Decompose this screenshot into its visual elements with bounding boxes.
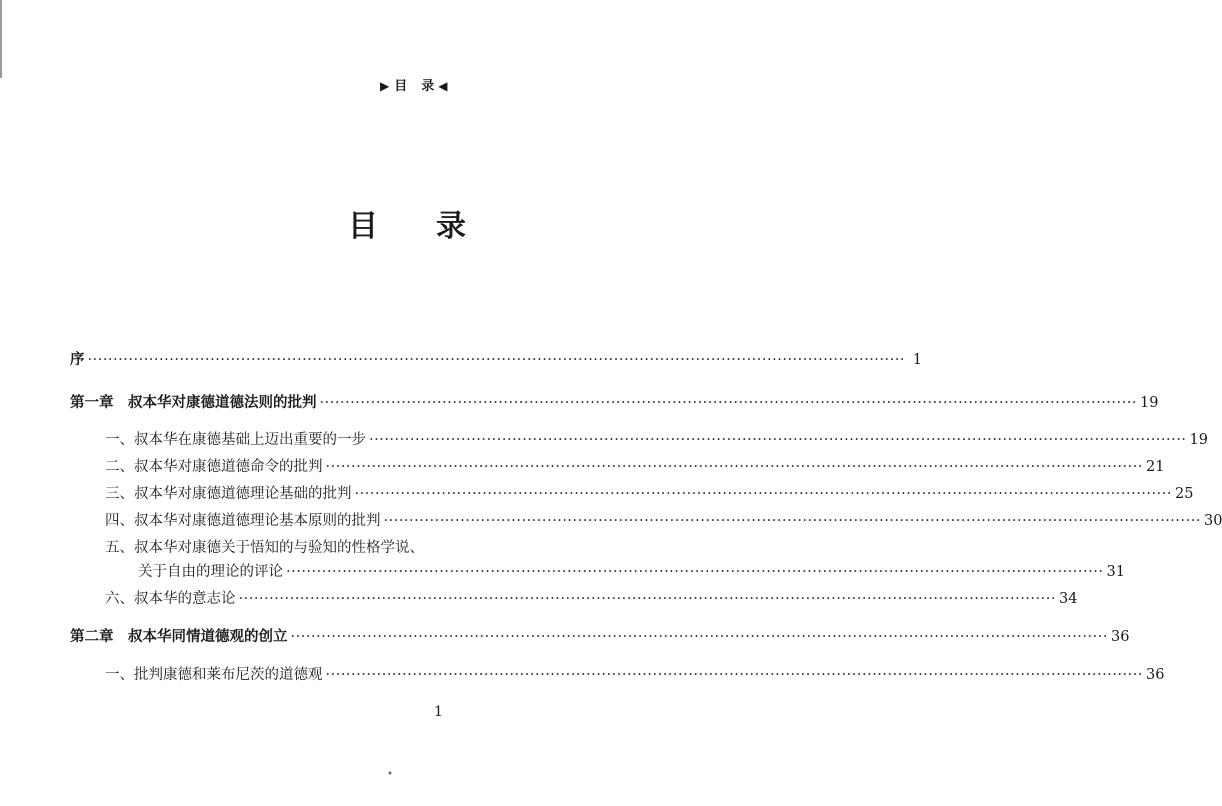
- toc-entry-1-2: [105, 456, 1165, 478]
- toc-label: 五、叔本华对康德关于悟知的与验知的性格学说、: [105, 540, 424, 556]
- header-right-triangle-icon: ◀: [438, 79, 448, 93]
- toc-leader: ································································································································································: [319, 395, 1137, 411]
- toc-page: 19: [1139, 395, 1159, 411]
- toc-leader: ································································································································································: [354, 486, 1172, 502]
- toc-page: 34: [1058, 591, 1078, 607]
- header-word-1: 目: [394, 79, 408, 94]
- toc-leader: ································································································································································: [325, 459, 1143, 475]
- toc-label: 四、叔本华对康德道德理论基本原则的批判: [105, 513, 381, 529]
- toc-page: 21: [1145, 459, 1165, 475]
- page-title: [348, 201, 466, 245]
- toc-leader: ································································································································································: [325, 667, 1143, 683]
- toc-leader: ································································································································································: [238, 591, 1056, 607]
- header-left-triangle-icon: ▶: [380, 79, 390, 93]
- toc-label: 第一章 叔本华对康德道德法则的批判: [70, 394, 317, 411]
- toc-entry-chapter-1: [70, 392, 1159, 414]
- scan-speck: •: [387, 769, 393, 780]
- toc-leader: ································································································································································: [286, 564, 1104, 580]
- toc-page: 25: [1174, 486, 1194, 502]
- title-word-1: 目: [348, 209, 378, 244]
- toc-page: 31: [1106, 564, 1125, 580]
- toc-entry-chapter-2: [70, 626, 1130, 648]
- header-word-2: 录: [421, 79, 435, 94]
- toc-page: 19: [1189, 432, 1208, 448]
- toc-entry-1-5-line-2: [138, 561, 1125, 583]
- toc-label: 序: [70, 351, 85, 368]
- running-header: [380, 75, 448, 94]
- toc-label: 第二章 叔本华同情道德观的创立: [70, 628, 288, 645]
- toc-leader: ································································································································································: [369, 432, 1187, 448]
- toc-entry-preface: [70, 349, 922, 371]
- toc-label: 二、叔本华对康德道德命令的批判: [105, 459, 323, 475]
- toc-page: 36: [1145, 667, 1165, 683]
- toc-leader: ································································································································································: [383, 513, 1201, 529]
- toc-label: 关于自由的理论的评论: [138, 564, 283, 580]
- toc-page: 1: [912, 352, 922, 368]
- toc-entry-1-1: [105, 429, 1208, 451]
- toc-label: 一、批判康德和莱布尼茨的道德观: [105, 667, 323, 683]
- toc-entry-1-4: [105, 510, 1222, 532]
- title-word-2: 录: [436, 209, 466, 244]
- toc-label: 一、叔本华在康德基础上迈出重要的一步: [105, 432, 366, 448]
- toc-entry-1-3: [105, 483, 1194, 505]
- page-number: 1: [434, 704, 443, 720]
- toc-leader: ································································································································································: [87, 352, 905, 368]
- toc-entry-1-6: [105, 588, 1078, 610]
- toc-page: 36: [1110, 629, 1130, 645]
- toc-leader: ································································································································································: [290, 629, 1108, 645]
- toc-page: 30: [1203, 513, 1222, 529]
- toc-label: 三、叔本华对康德道德理论基础的批判: [105, 486, 352, 502]
- binding-edge: [0, 0, 2, 78]
- toc-entry-2-1: [105, 664, 1165, 686]
- toc-entry-1-5-line-1: [105, 537, 458, 559]
- toc-label: 六、叔本华的意志论: [105, 591, 236, 607]
